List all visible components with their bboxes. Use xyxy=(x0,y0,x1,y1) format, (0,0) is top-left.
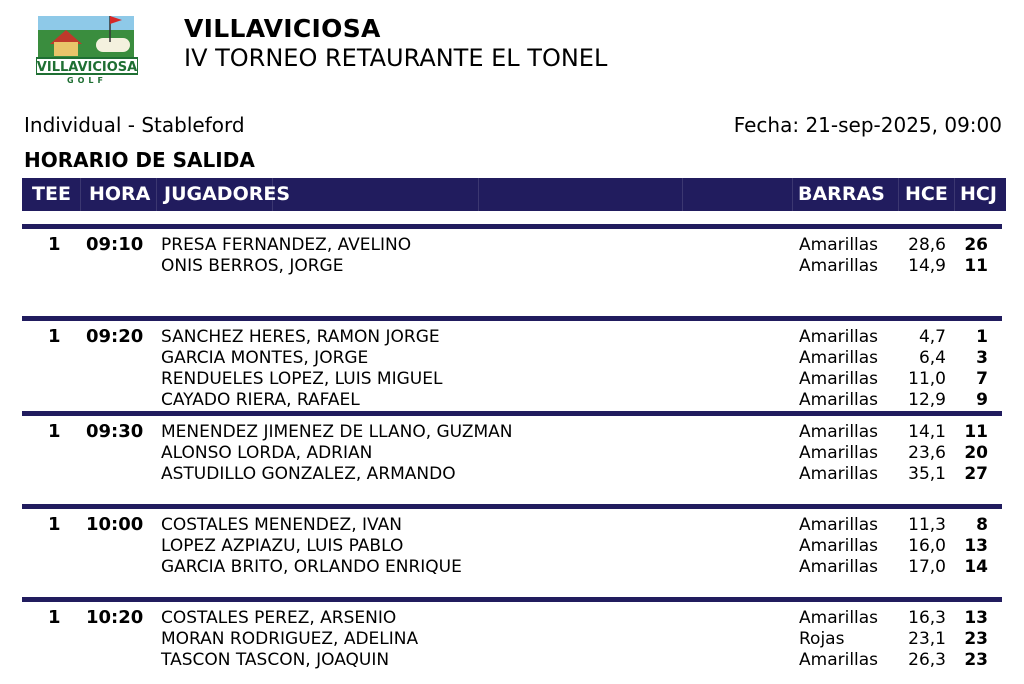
player-barras: Amarillas xyxy=(799,536,879,556)
club-logo xyxy=(36,12,138,86)
group-divider xyxy=(22,504,1002,509)
col-hce: HCE xyxy=(905,183,948,205)
logo-subtext: GOLF xyxy=(67,76,107,85)
group-tee: 1 xyxy=(48,326,61,347)
player-barras: Amarillas xyxy=(799,235,879,255)
player-barras: Amarillas xyxy=(799,369,879,389)
player-hce: 6,4 xyxy=(918,348,946,368)
player-name: TASCON TASCON, JOAQUIN xyxy=(161,650,390,670)
player-hcj: 27 xyxy=(964,464,988,484)
logo-text: VILLAVICIOSA xyxy=(36,60,138,75)
player-name: GARCIA MONTES, JORGE xyxy=(161,348,369,368)
player-name: RENDUELES LOPEZ, LUIS MIGUEL xyxy=(161,369,443,389)
player-hcj: 7 xyxy=(976,369,988,389)
modality: Individual - Stableford xyxy=(24,113,245,137)
player-barras: Amarillas xyxy=(799,256,879,276)
group-divider xyxy=(22,224,1002,229)
group-divider xyxy=(22,316,1002,321)
player-row xyxy=(22,557,1002,578)
group-hora: 10:00 xyxy=(86,514,144,535)
player-barras: Rojas xyxy=(799,629,845,649)
player-row xyxy=(22,348,1002,369)
player-row xyxy=(22,327,1002,348)
event-date: Fecha: 21-sep-2025, 09:00 xyxy=(733,113,1002,137)
player-hcj: 9 xyxy=(976,390,988,410)
player-hce: 12,9 xyxy=(908,390,946,410)
section-title: HORARIO DE SALIDA xyxy=(24,148,255,172)
player-barras: Amarillas xyxy=(799,515,879,535)
player-barras: Amarillas xyxy=(799,348,879,368)
player-row xyxy=(22,464,1002,485)
col-barras: BARRAS xyxy=(798,183,885,205)
logo-bunker xyxy=(96,38,130,52)
player-hcj: 3 xyxy=(976,348,988,368)
player-hcj: 1 xyxy=(976,327,988,347)
col-tee: TEE xyxy=(32,183,71,205)
player-hce: 26,3 xyxy=(908,650,946,670)
player-hce: 11,3 xyxy=(908,515,946,535)
player-name: LOPEZ AZPIAZU, LUIS PABLO xyxy=(161,536,404,556)
club-name: VILLAVICIOSA xyxy=(184,14,381,43)
col-hcj: HCJ xyxy=(960,183,997,205)
player-hce: 16,0 xyxy=(908,536,946,556)
player-hce: 14,9 xyxy=(908,256,946,276)
player-hcj: 23 xyxy=(964,650,988,670)
group-divider xyxy=(22,597,1002,602)
player-hcj: 13 xyxy=(964,608,988,628)
player-name: SANCHEZ HERES, RAMON JORGE xyxy=(161,327,440,347)
logo-house xyxy=(54,42,78,56)
player-hcj: 13 xyxy=(964,536,988,556)
player-row xyxy=(22,515,1002,536)
player-hce: 11,0 xyxy=(908,369,946,389)
player-name: CAYADO RIERA, RAFAEL xyxy=(161,390,360,410)
player-barras: Amarillas xyxy=(799,650,879,670)
player-barras: Amarillas xyxy=(799,557,879,577)
player-barras: Amarillas xyxy=(799,327,879,347)
player-name: MENENDEZ JIMENEZ DE LLANO, GUZMAN xyxy=(161,422,513,442)
group-hora: 09:10 xyxy=(86,234,144,255)
group-hora: 09:20 xyxy=(86,326,144,347)
player-hce: 35,1 xyxy=(908,464,946,484)
player-hce: 23,6 xyxy=(908,443,946,463)
group-tee: 1 xyxy=(48,234,61,255)
group-hora: 09:30 xyxy=(86,421,144,442)
player-hcj: 11 xyxy=(964,256,988,276)
group-tee: 1 xyxy=(48,421,61,442)
col-jugadores: JUGADORES xyxy=(164,183,291,205)
player-name: MORAN RODRIGUEZ, ADELINA xyxy=(161,629,419,649)
player-barras: Amarillas xyxy=(799,443,879,463)
player-hce: 14,1 xyxy=(908,422,946,442)
player-name: ONIS BERROS, JORGE xyxy=(161,256,344,276)
player-row xyxy=(22,422,1002,443)
player-hce: 17,0 xyxy=(908,557,946,577)
col-hora: HORA xyxy=(89,183,151,205)
player-hcj: 26 xyxy=(964,235,988,255)
group-hora: 10:20 xyxy=(86,607,144,628)
player-hce: 16,3 xyxy=(908,608,946,628)
player-name: GARCIA BRITO, ORLANDO ENRIQUE xyxy=(161,557,462,577)
player-row xyxy=(22,650,1002,671)
player-hcj: 8 xyxy=(976,515,988,535)
player-name: ASTUDILLO GONZALEZ, ARMANDO xyxy=(161,464,456,484)
player-row xyxy=(22,608,1002,629)
player-barras: Amarillas xyxy=(799,422,879,442)
player-barras: Amarillas xyxy=(799,464,879,484)
player-row xyxy=(22,235,1002,256)
player-row xyxy=(22,369,1002,390)
player-name: COSTALES PEREZ, ARSENIO xyxy=(161,608,397,628)
player-hce: 4,7 xyxy=(918,327,946,347)
player-barras: Amarillas xyxy=(799,608,879,628)
player-barras: Amarillas xyxy=(799,390,879,410)
table-header xyxy=(22,178,1006,211)
player-hcj: 14 xyxy=(964,557,988,577)
player-hcj: 20 xyxy=(964,443,988,463)
player-hce: 23,1 xyxy=(908,629,946,649)
player-name: ALONSO LORDA, ADRIAN xyxy=(161,443,373,463)
player-row xyxy=(22,536,1002,557)
group-tee: 1 xyxy=(48,514,61,535)
logo-sky xyxy=(38,16,134,30)
player-hcj: 23 xyxy=(964,629,988,649)
group-tee: 1 xyxy=(48,607,61,628)
player-name: PRESA FERNANDEZ, AVELINO xyxy=(161,235,412,255)
event-name: IV TORNEO RETAURANTE EL TONEL xyxy=(184,44,608,72)
player-row xyxy=(22,443,1002,464)
player-hcj: 11 xyxy=(964,422,988,442)
player-row xyxy=(22,390,1002,411)
player-hce: 28,6 xyxy=(908,235,946,255)
player-row xyxy=(22,629,1002,650)
group-divider xyxy=(22,411,1002,416)
player-name: COSTALES MENENDEZ, IVAN xyxy=(161,515,402,535)
player-row xyxy=(22,256,1002,277)
